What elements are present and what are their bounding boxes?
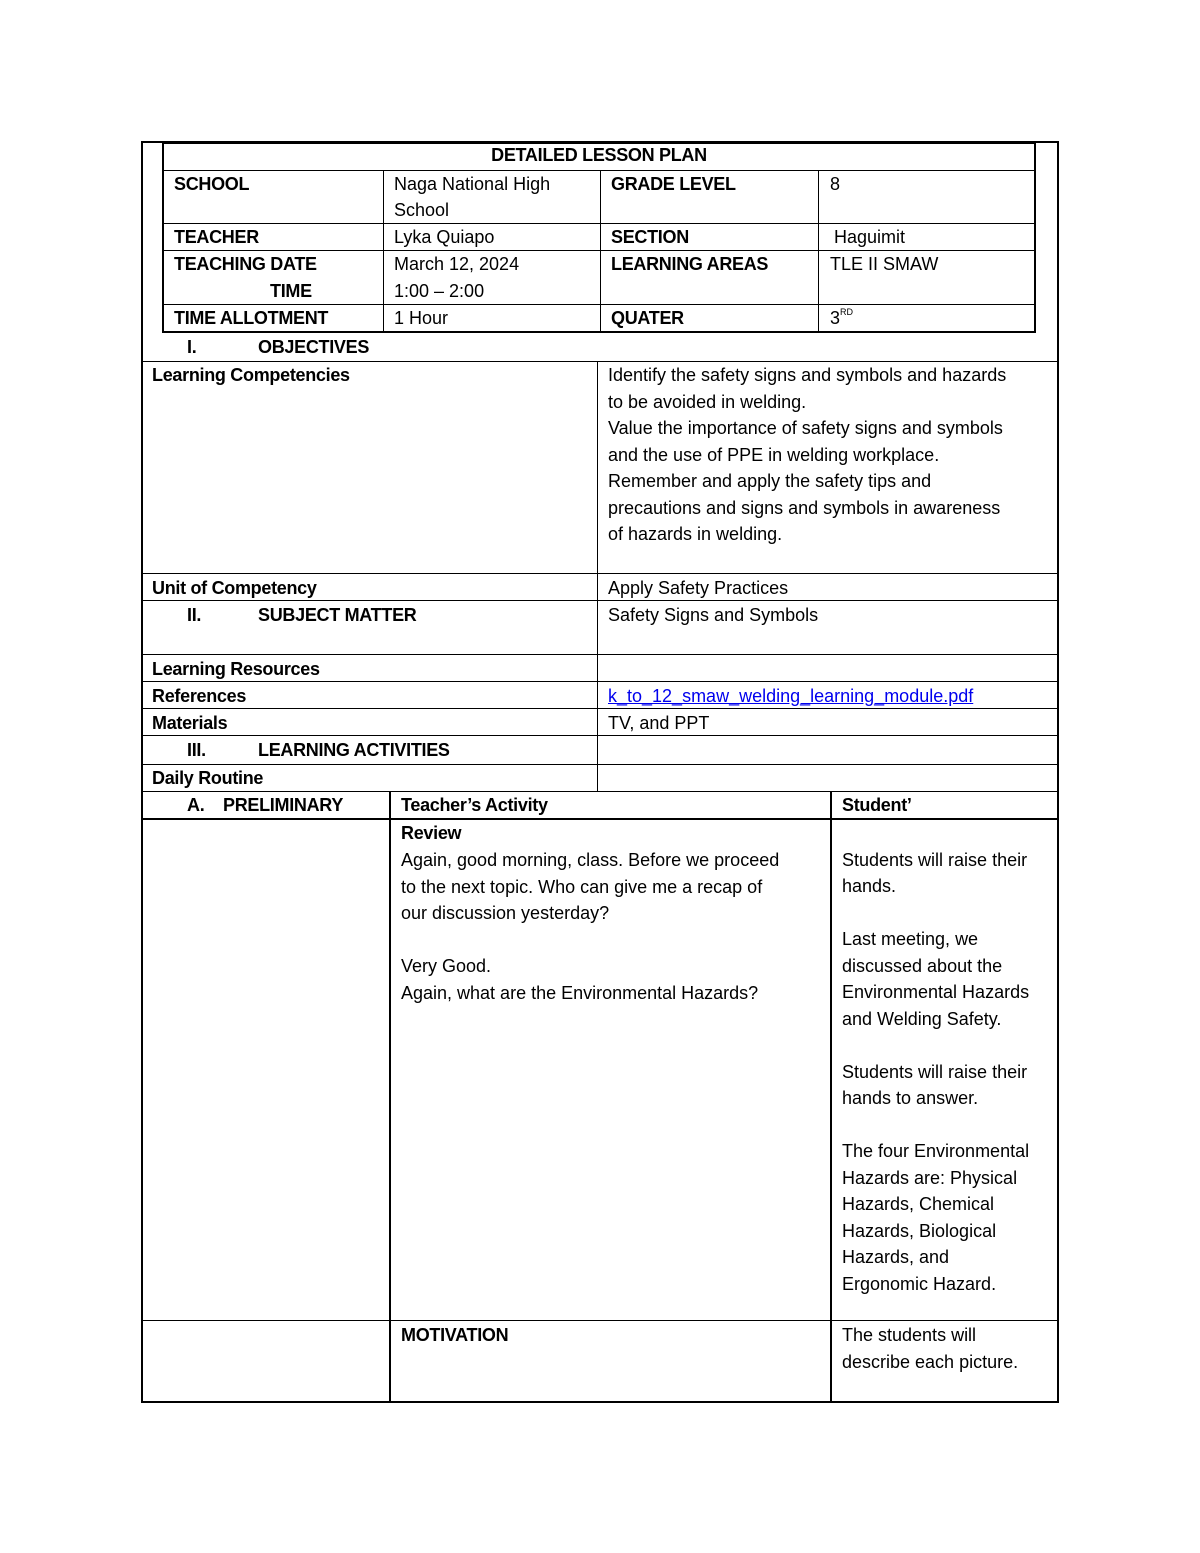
competency-line: Remember and apply the safety tips and [608,471,932,491]
motivation-heading: MOTIVATION [401,1325,509,1345]
time-value: 1:00 – 2:00 [394,281,485,301]
grade-level-label: GRADE LEVEL [611,174,736,194]
competency-line: to be avoided in welding. [608,391,807,412]
quarter-label: QUATER [611,308,684,328]
student-activity-review [842,820,1054,1297]
preliminary-letter: A. [187,795,205,815]
learning-competencies-list [608,362,1053,548]
student-line [842,1112,1054,1139]
time-allotment-label: TIME ALLOTMENT [174,308,329,328]
learning-areas-label: LEARNING AREAS [611,254,769,274]
student-line: The four Environmental [842,1141,1030,1161]
teacher-activity-review [401,847,826,1006]
materials-label: Materials [152,713,228,733]
quarter-suffix: RD [840,307,854,317]
unit-of-competency-label: Unit of Competency [152,578,317,598]
learning-activities-heading: LEARNING ACTIVITIES [258,740,450,760]
teacher-line: our discussion yesterday? [401,903,610,923]
motivation-student-line1: The students will [842,1325,977,1345]
motivation-student-line2: describe each picture. [842,1352,1019,1372]
subject-matter-heading: SUBJECT MATTER [258,605,417,625]
competency-line: precautions and signs and symbols in awareness [608,497,1001,518]
school-value-line2: School [394,200,450,220]
teacher-line: Again, what are the Environmental Hazards? [401,982,759,1003]
preliminary-label: PRELIMINARY [223,795,344,815]
materials-value: TV, and PPT [608,713,710,733]
teacher-value: Lyka Quiapo [394,227,495,247]
teaching-date-value: March 12, 2024 [394,254,520,274]
student-line: Students will raise their [842,849,1028,870]
student-line: Hazards, and [842,1247,950,1267]
section-label: SECTION [611,227,689,247]
competency-line: of hazards in welding. [608,524,783,544]
competency-line: and the use of PPE in welding workplace. [608,444,940,465]
teacher-label: TEACHER [174,227,259,247]
learning-areas-value: TLE II SMAW [830,254,939,274]
teacher-activity-column-header: Teacher’s Activity [401,795,548,815]
student-line [842,820,1054,847]
grade-level-value: 8 [830,174,841,194]
subject-matter-value: Safety Signs and Symbols [608,605,819,625]
student-line: hands to answer. [842,1088,979,1108]
student-line: Hazards are: Physical [842,1167,1018,1188]
subject-matter-numeral: II. [187,605,202,625]
learning-resources-label: Learning Resources [152,659,320,679]
student-line: Environmental Hazards [842,982,1030,1002]
unit-of-competency-value: Apply Safety Practices [608,578,789,598]
time-label: TIME [270,281,312,301]
learning-activities-numeral: III. [187,740,206,760]
student-line: Students will raise their [842,1061,1028,1082]
student-line: Ergonomic Hazard. [842,1273,997,1294]
student-line: Last meeting, we [842,929,979,949]
student-line [842,1032,1054,1059]
teacher-line: to the next topic. Who can give me a recap of [401,876,763,897]
quarter-value: 3RD [830,307,854,328]
student-line: Hazards, Chemical [842,1194,995,1214]
competency-line: Identify the safety signs and symbols and hazards [608,365,1007,385]
page-title: DETAILED LESSON PLAN [491,145,707,165]
student-line: hands. [842,876,897,896]
references-link[interactable]: k_to_12_smaw_welding_learning_module.pdf [608,686,974,706]
competency-line: Value the importance of safety signs and symbols [608,418,1003,438]
learning-competencies-label: Learning Competencies [152,365,350,385]
teacher-line: Again, good morning, class. Before we proceed [401,850,780,870]
student-line: Hazards, Biological [842,1220,997,1241]
objectives-heading: OBJECTIVES [258,337,370,357]
school-value-line1: Naga National High [394,174,551,194]
student-line: discussed about the [842,955,1003,976]
student-column-header: Student’ [842,795,912,815]
teaching-date-label: TEACHING DATE [174,254,317,274]
references-label: References [152,686,247,706]
time-allotment-value: 1 Hour [394,308,449,328]
student-line: and Welding Safety. [842,1008,1002,1029]
teacher-line [401,927,826,954]
objectives-numeral: I. [187,337,197,357]
teacher-line: Very Good. [401,956,492,976]
review-heading: Review [401,823,462,843]
daily-routine-label: Daily Routine [152,768,264,788]
section-value: Haguimit [834,227,906,247]
school-label: SCHOOL [174,174,250,194]
student-line [842,900,1054,927]
